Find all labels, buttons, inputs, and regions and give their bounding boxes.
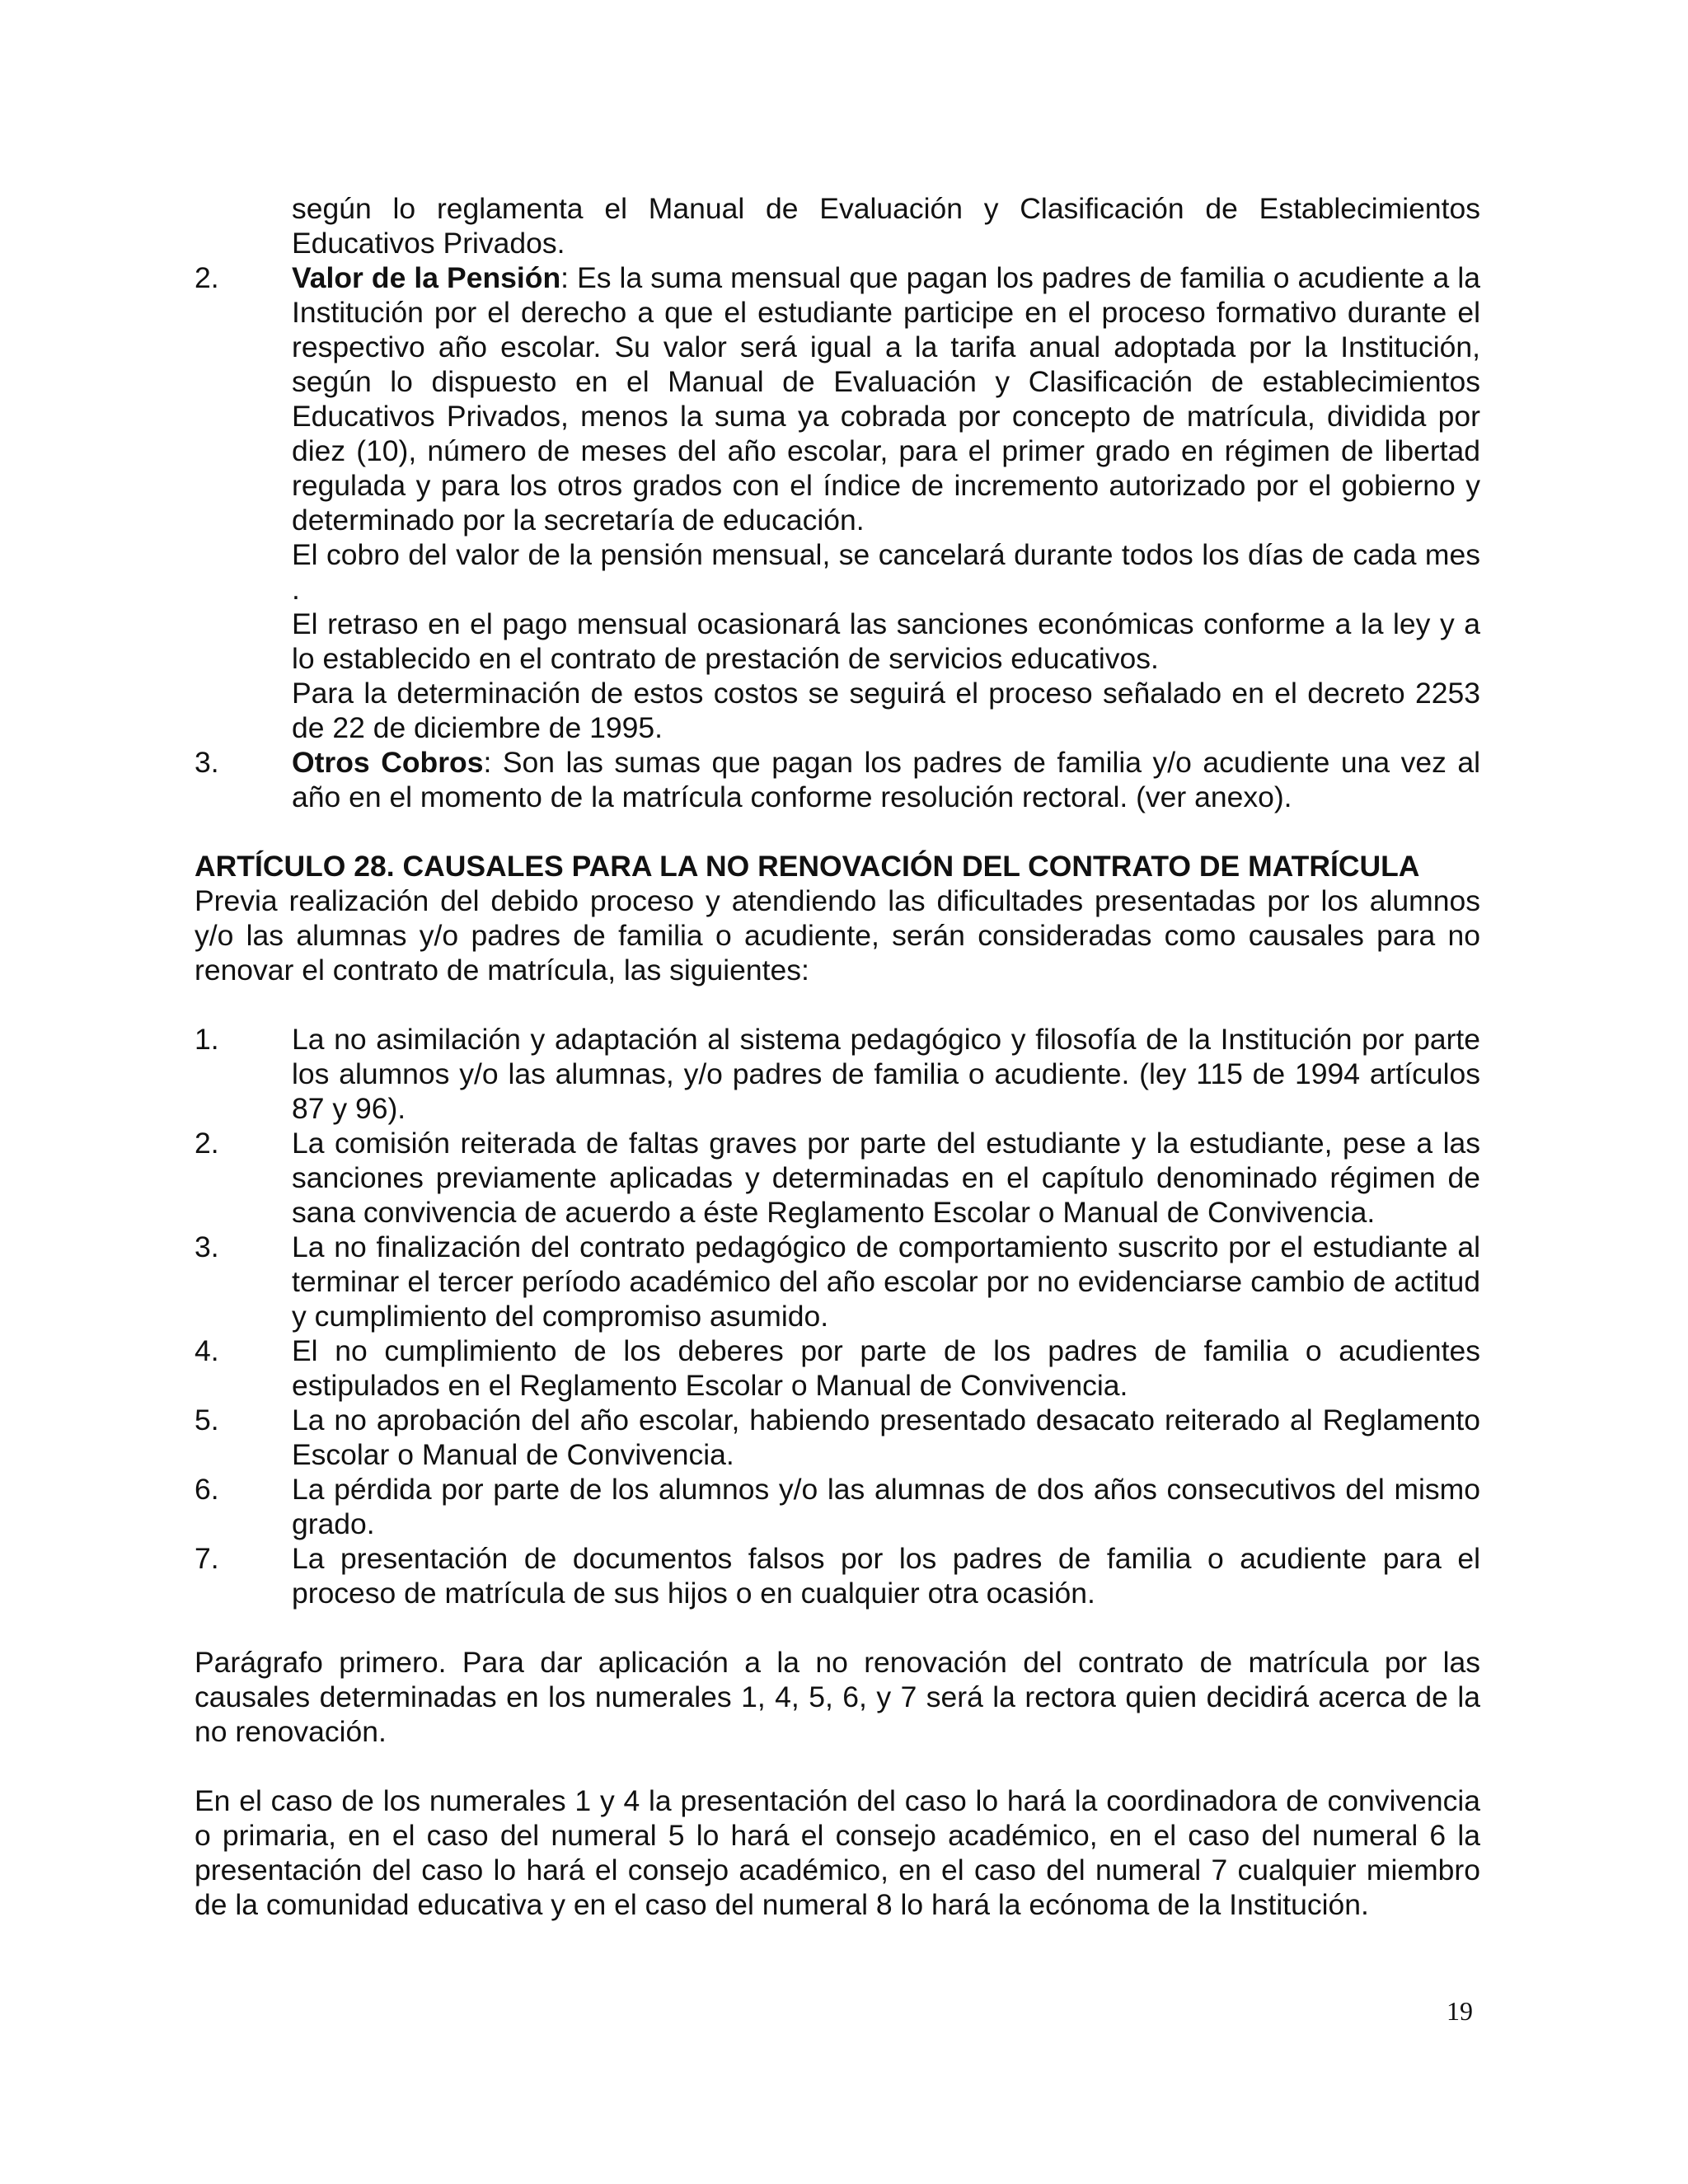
item-text: La no finalización del contrato pedagógico de comportamiento suscrito por el estudiante al terminar el tercer período académico del año escolar por no evidenciarse cambio de actitud y cumplimiento del compromiso asumido.	[292, 1230, 1480, 1333]
item-number: 3.	[195, 1230, 219, 1263]
item-definition: : Son las sumas que pagan los padres de familia y/o acudiente una vez al año en el momento de la matrícula conforme resolución rectoral. (ver anexo).	[292, 746, 1480, 813]
item-text: La pérdida por parte de los alumnos y/o las alumnas de dos años consecutivos del mismo grado.	[292, 1473, 1480, 1540]
paragraph-primero: Parágrafo primero. Para dar aplicación a la no renovación del contrato de matrícula por las causales determinadas en los numerales 1, 4, 5, 6, y 7 será la rectora quien decidirá acerca de la no renovación.	[195, 1646, 1480, 1748]
item-number: 7.	[195, 1542, 219, 1575]
page-content	[195, 191, 1480, 1922]
list-item	[195, 1333, 1480, 1403]
item-text: La no asimilación y adaptación al sistema pedagógico y filosofía de la Institución por parte los alumnos y/o las alumnas, y/o padres de familia o acudiente. (ley 115 de 1994 artículos 87 y 96).	[292, 1023, 1480, 1125]
item-text: La comisión reiterada de faltas graves por parte del estudiante y la estudiante, pese a las sanciones previamente aplicadas y determinadas en el capítulo denominado régimen de sana convivencia de acuerdo a éste Reglamento Escolar o Manual de Convivencia.	[292, 1127, 1480, 1229]
item-text: La no aprobación del año escolar, habiendo presentado desacato reiterado al Reglamento Escolar o Manual de Convivencia.	[292, 1404, 1480, 1471]
list-item-valor-pension	[195, 260, 1480, 745]
item-term: Valor de la Pensión	[292, 261, 561, 294]
causes-list	[195, 1022, 1480, 1610]
item-paragraph: El retraso en el pago mensual ocasionará las sanciones económicas conforme a la ley y a lo establecido en el contrato de prestación de servicios educativos.	[292, 607, 1480, 675]
list-item-otros-cobros	[195, 745, 1480, 814]
item-number: 6.	[195, 1473, 219, 1506]
list-item	[195, 1472, 1480, 1541]
item-text: El no cumplimiento de los deberes por parte de los padres de familia o acudientes estipulados en el Reglamento Escolar o Manual de Convivencia.	[292, 1334, 1480, 1402]
paragraph-casos: En el caso de los numerales 1 y 4 la presentación del caso lo hará la coordinadora de convivencia o primaria, en el caso del numeral 5 lo hará el consejo académico, en el caso del numeral 6 la presentación del caso lo hará el consejo académico, en el caso del numeral 7 cualquier miembro de la comunidad educativa y en el caso del numeral 8 lo hará la ecónoma de la Institución.	[195, 1784, 1480, 1921]
item-term: Otros Cobros	[292, 746, 484, 779]
item-number: 1.	[195, 1023, 219, 1056]
item-number: 5.	[195, 1404, 219, 1436]
list-item	[195, 1541, 1480, 1610]
list-item	[195, 1126, 1480, 1230]
item-number: 3.	[195, 746, 219, 779]
continuation-text: según lo reglamenta el Manual de Evaluación y Clasificación de Establecimientos Educativos Privados.	[292, 192, 1480, 260]
item-paragraph: Para la determinación de estos costos se seguirá el proceso señalado en el decreto 2253 de 22 de diciembre de 1995.	[292, 677, 1480, 744]
item-text	[292, 745, 1480, 814]
list-item	[195, 1230, 1480, 1333]
item-paragraph: El cobro del valor de la pensión mensual, se cancelará durante todos los días de cada mes .	[292, 538, 1480, 606]
item-number: 4.	[195, 1334, 219, 1367]
item-definition: : Es la suma mensual que pagan los padres de familia o acudiente a la Institución por el derecho a que el estudiante participe en el proceso formativo durante el respectivo año escolar. Su valor será igual a la tarifa anual adoptada por la Institución, según lo dispuesto en el Manual de Evaluación y Clasificación de establecimientos Educativos Privados, menos la suma ya cobrada por concepto de matrícula, dividida por diez (10), número de meses del año escolar, para el primer grado en régimen de libertad regulada y para los otros grados con el índice de incremento autorizado por el gobierno y determinado por la secretaría de educación.	[292, 261, 1480, 537]
article-heading: ARTÍCULO 28. CAUSALES PARA LA NO RENOVACIÓN DEL CONTRATO DE MATRÍCULA	[195, 850, 1420, 883]
article-intro: Previa realización del debido proceso y atendiendo las dificultades presentadas por los alumnos y/o las alumnas y/o padres de familia o acudiente, serán consideradas como causales para no renovar el contrato de matrícula, las siguientes:	[195, 884, 1480, 987]
item-text: La presentación de documentos falsos por los padres de familia o acudiente para el proceso de matrícula de sus hijos o en cualquier otra ocasión.	[292, 1542, 1480, 1610]
list-item	[195, 1022, 1480, 1126]
page-number: 19	[1447, 1996, 1473, 2026]
item-text	[292, 260, 1480, 537]
item-number: 2.	[195, 261, 219, 294]
list-item-continuation	[195, 191, 1480, 260]
item-number: 2.	[195, 1127, 219, 1160]
list-item	[195, 1403, 1480, 1472]
